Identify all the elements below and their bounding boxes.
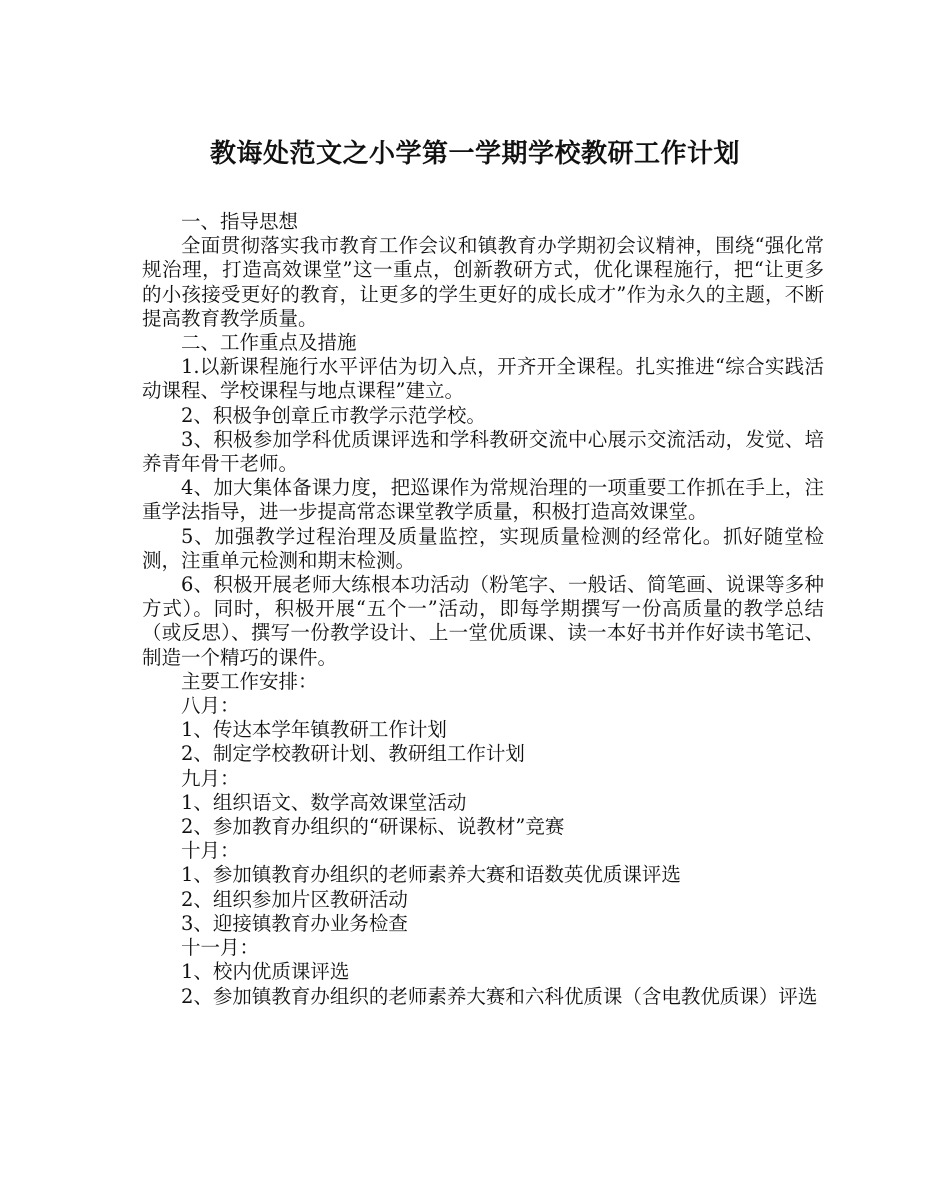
document-title: 教诲处范文之小学第一学期学校教研工作计划	[209, 139, 740, 169]
measure-item-5: 5、加强教学过程治理及质量监控，实现质量检测的经常化。抓好随堂检测，注重单元检测和期末检测。	[142, 524, 824, 572]
november-item-2: 2、参加镇教育办组织的老师素养大赛和六科优质课（含电教优质课）评选	[181, 984, 818, 1008]
measure-item-2: 2、积极争创章丘市教学示范学校。	[181, 403, 486, 427]
paragraph-guiding-ideology: 全面贯彻落实我市教育工作会议和镇教育办学期初会议精神，围绕“强化常规治理，打造高效课堂”这一重点，创新教研方式，优化课程施行，把“让更多的小孩接受更好的教育，让更多的学生更好的成长成才”作为永久的主题，不断提高教育教学质量。	[142, 234, 824, 330]
august-item-1: 1、传达本学年镇教研工作计划	[181, 718, 447, 742]
october-item-1: 1、参加镇教育办组织的老师素养大赛和语数英优质课评选	[181, 863, 681, 887]
document-body	[142, 210, 824, 1009]
november-item-1: 1、校内优质课评选	[181, 960, 350, 984]
section-heading-key-work: 二、工作重点及措施	[181, 331, 357, 355]
october-item-3: 3、迎接镇教育办业务检查	[181, 911, 408, 935]
measure-item-3: 3、积极参加学科优质课评选和学科教研交流中心展示交流活动，发觉、培养青年骨干老师。	[142, 427, 824, 476]
month-heading-october: 十月：	[181, 839, 240, 863]
september-item-2: 2、参加教育办组织的“研课标、说教材”竞赛	[181, 815, 565, 839]
schedule-heading: 主要工作安排：	[181, 669, 318, 693]
measure-item-6: 6、积极开展老师大练根本功活动（粉笔字、一般话、简笔画、说课等多种方式）。同时，积极开展“五个一”活动，即每学期撰写一份高质量的教学总结（或反思）、撰写一份教学设计、上一堂优质课、读一本好书并作好读书笔记、制造一个精巧的课件。	[142, 573, 824, 669]
september-item-1: 1、组织语文、数学高效课堂活动	[181, 790, 467, 814]
month-heading-september: 九月：	[181, 766, 240, 790]
measure-item-1: 1.以新课程施行水平评估为切入点，开齐开全课程。扎实推进“综合实践活动课程、学校课程与地点课程”建立。	[142, 355, 824, 403]
october-item-2: 2、组织参加片区教研活动	[181, 887, 408, 911]
august-item-2: 2、制定学校教研计划、教研组工作计划	[181, 742, 525, 766]
measure-item-4: 4、加大集体备课力度，把巡课作为常规治理的一项重要工作抓在手上，注重学法指导，进一步提高常态课堂教学质量，积极打造高效课堂。	[142, 476, 824, 524]
section-heading-guiding-ideology: 一、指导思想	[181, 210, 299, 233]
month-heading-august: 八月：	[181, 694, 240, 718]
month-heading-november: 十一月：	[181, 936, 260, 960]
